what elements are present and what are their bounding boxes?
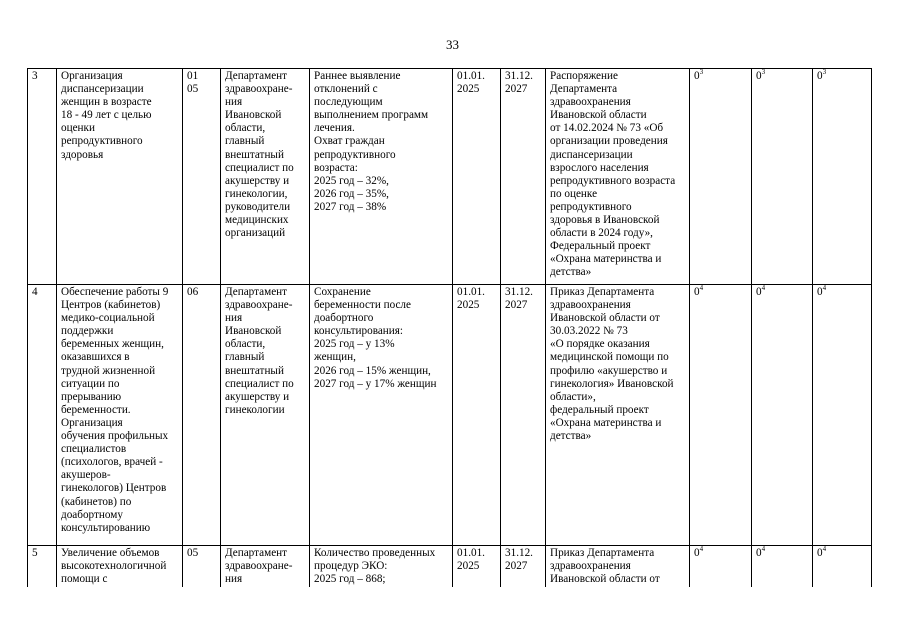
table-row [28,546,872,588]
row-number: 4 [28,285,57,546]
funding-cell-2 [752,69,813,285]
footnote-mark: 4 [699,284,704,292]
activity-cell: Обеспечение работы 9 Центров (кабинетов) медико-социальной поддержки беременных женщин, оказавшихся в трудной жизненной ситуации по прерыванию беременности. Организация обучения профильных специалистов (психологов, врачей - акушеров- гинекологов) Центров (кабинетов) по доабортному консультированию [57,285,183,546]
row-number: 3 [28,69,57,285]
footnote-mark: 3 [761,68,766,76]
funding-cell-1 [690,69,752,285]
footnote-mark: 4 [761,284,766,292]
table-row [28,285,872,546]
table-row [28,69,872,285]
end-date-cell: 31.12. 2027 [501,69,546,285]
result-cell: Раннее выявление отклонений с последующим выполнением программ лечения. Охват граждан репродуктивного возраста: 2025 год – 32%, 2026 год – 35%, 2027 год – 38% [310,69,453,285]
footnote-mark: 4 [699,545,704,553]
footnote-mark: 3 [822,68,827,76]
funding-value: 0 [756,286,762,298]
start-date-cell: 01.01. 2025 [453,546,501,588]
funding-cell-3 [813,285,872,546]
funding-cell-3 [813,546,872,588]
funding-cell-3 [813,69,872,285]
end-date-cell: 31.12. 2027 [501,285,546,546]
funding-cell-1 [690,546,752,588]
basis-cell: Приказ Департамента здравоохранения Ивановской области от [546,546,690,588]
code-cell: 01 05 [183,69,221,285]
page-number: 33 [446,37,459,52]
funding-value: 0 [694,70,700,82]
funding-value: 0 [694,547,700,559]
funding-cell-1 [690,285,752,546]
funding-value: 0 [817,70,823,82]
activity-cell: Увеличение объемов высокотехнологичной помощи с [57,546,183,588]
funding-cell-2 [752,285,813,546]
code-cell: 05 [183,546,221,588]
footnote-mark: 4 [761,545,766,553]
start-date-cell: 01.01. 2025 [453,69,501,285]
end-date-cell: 31.12. 2027 [501,546,546,588]
result-cell: Количество проведенных процедур ЭКО: 2025 год – 868; [310,546,453,588]
start-date-cell: 01.01. 2025 [453,285,501,546]
executor-cell: Департамент здравоохране- ния [221,546,310,588]
funding-value: 0 [817,547,823,559]
measures-table [27,68,872,587]
funding-cell-2 [752,546,813,588]
executor-cell: Департамент здравоохране- ния Ивановской области, главный внештатный специалист по акушерству и гинекологии, руководители медицинских организаций [221,69,310,285]
result-cell: Сохранение беременности после доабортного консультирования: 2025 год – у 13% женщин, 2026 год – 15% женщин, 2027 год – у 17% женщин [310,285,453,546]
basis-cell: Приказ Департамента здравоохранения Ивановской области от 30.03.2022 № 73 «О порядке оказания медицинской помощи по профилю «акушерство и гинекология» Ивановской области», федеральный проект «Охрана материнства и детства» [546,285,690,546]
funding-value: 0 [817,286,823,298]
code-cell: 06 [183,285,221,546]
funding-value: 0 [694,286,700,298]
funding-value: 0 [756,70,762,82]
footnote-mark: 3 [699,68,704,76]
footnote-mark: 4 [822,284,827,292]
basis-cell: Распоряжение Департамента здравоохранения Ивановской области от 14.02.2024 № 73 «Об организации проведения диспансеризации взрослого населения репродуктивного возраста по оценке репродуктивного здоровья в Ивановской области в 2024 году», Федеральный проект «Охрана материнства и детства» [546,69,690,285]
executor-cell: Департамент здравоохране- ния Ивановской области, главный внештатный специалист по акушерству и гинекологии [221,285,310,546]
funding-value: 0 [756,547,762,559]
row-number: 5 [28,546,57,588]
activity-cell: Организация диспансеризации женщин в возрасте 18 - 49 лет с целью оценки репродуктивного здоровья [57,69,183,285]
footnote-mark: 4 [822,545,827,553]
